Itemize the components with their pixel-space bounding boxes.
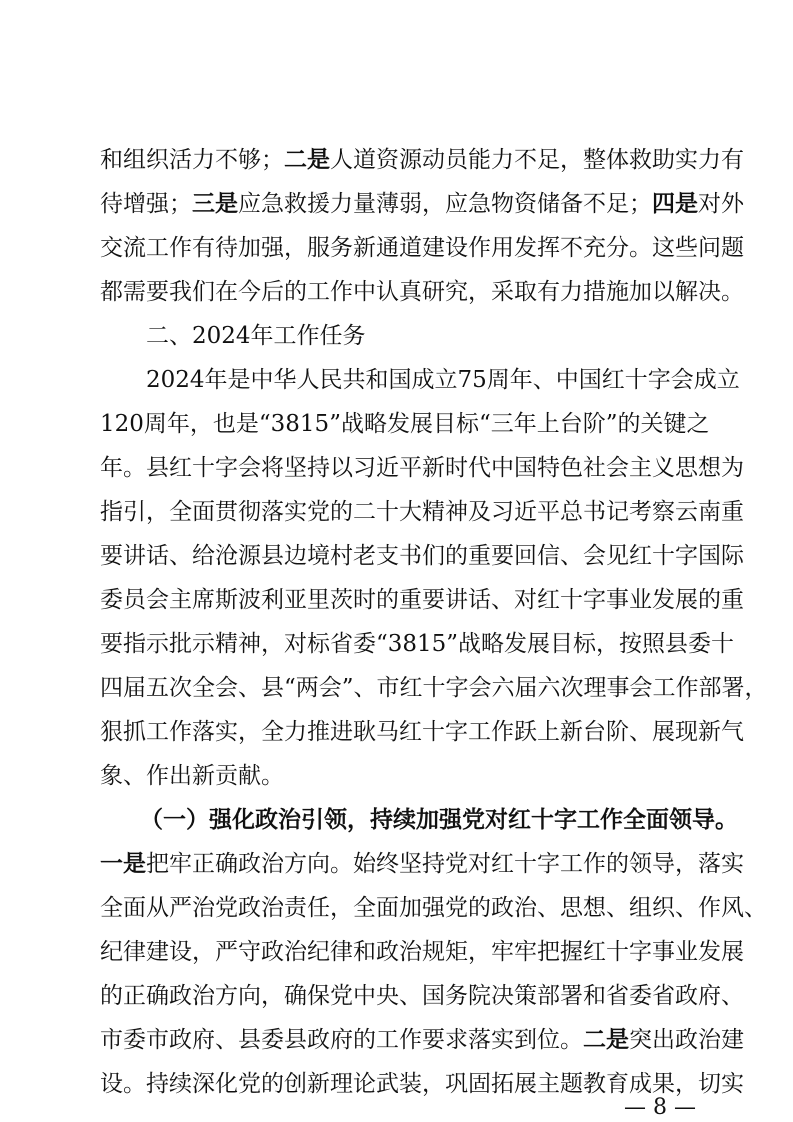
text-line (100, 228, 744, 268)
text-run: 120周年，也是“3815”战略发展目标“三年上台阶”的关键之 (100, 411, 710, 437)
bold-run: 四是 (652, 190, 698, 217)
text-run: 突出政治建 (629, 1027, 744, 1053)
bold-run: 二是 (583, 1026, 629, 1053)
text-run: 对外 (698, 191, 744, 217)
bold-run: 一是 (100, 850, 146, 877)
text-line (100, 404, 710, 444)
text-run: 设。持续深化党的创新理论武装，巩固拓展主题教育成果，切实 (100, 1071, 744, 1097)
text-run: 指引，全面贯彻落实党的二十大精神及习近平总书记考察云南重 (100, 499, 744, 525)
text-line (100, 624, 735, 664)
text-run: 纪律建设，严守政治纪律和政治规矩，牢牢把握红十字事业发展 (100, 939, 744, 965)
text-line (100, 184, 744, 224)
text-run: 和组织活力不够； (100, 147, 284, 173)
text-line (100, 140, 744, 180)
section-heading (146, 316, 696, 356)
text-run: 把牢正确政治方向。始终坚持党对红十字工作的领导，落实 (146, 851, 744, 877)
text-run: 市委市政府、县委县政府的工作要求落实到位。 (100, 1027, 583, 1053)
page-number: — 8 — (624, 1095, 696, 1120)
text-line (100, 844, 744, 884)
text-run: 交流工作有待加强，服务新通道建设作用发挥不充分。这些问题 (100, 235, 744, 261)
text-line (100, 712, 744, 752)
bold-run: 二是 (284, 146, 330, 173)
bold-run: （一）强化政治引领，持续加强党对红十字工作全面领导。 (140, 806, 738, 833)
text-run: 委员会主席斯波利亚里茨时的重要讲话、对红十字事业发展的重 (100, 587, 744, 613)
text-run: 全面从严治党政治责任，全面加强党的政治、思想、组织、作风、 (100, 895, 767, 921)
subsection-heading (140, 800, 738, 840)
text-line (100, 756, 696, 796)
text-run: 2024年是中华人民共和国成立75周年、中国红十字会成立 (146, 367, 740, 393)
text-line (100, 272, 744, 312)
text-line (146, 360, 740, 400)
text-run: 年。县红十字会将坚持以习近平新时代中国特色社会主义思想为 (100, 455, 744, 481)
text-line (100, 1020, 744, 1060)
text-run: 狠抓工作落实，全力推进耿马红十字工作跃上新台阶、展现新气 (100, 719, 744, 745)
text-line (100, 580, 744, 620)
text-run: 要讲话、给沧源县边境村老支书们的重要回信、会见红十字国际 (100, 543, 744, 569)
text-line (100, 932, 744, 972)
text-line (100, 448, 744, 488)
text-run: 应急救援力量薄弱，应急物资储备不足； (238, 191, 652, 217)
text-line (100, 668, 768, 708)
text-run: 的正确政治方向，确保党中央、国务院决策部署和省委省政府、 (100, 983, 744, 1009)
text-run: 象、作出新贡献。 (100, 763, 284, 789)
text-line (100, 492, 744, 532)
text-run: 要指示批示精神，对标省委“3815”战略发展目标，按照县委十 (100, 631, 735, 657)
text-run: 二、2024年工作任务 (146, 323, 366, 349)
text-line (100, 976, 744, 1016)
text-run: 人道资源动员能力不足，整体救助实力有 (330, 147, 744, 173)
text-line (100, 888, 767, 928)
text-line (100, 536, 744, 576)
text-run: 都需要我们在今后的工作中认真研究，采取有力措施加以解决。 (100, 279, 744, 305)
text-run: 四届五次全会、县“两会”、市红十字会六届六次理事会工作部署， (100, 675, 768, 701)
bold-run: 三是 (192, 190, 238, 217)
text-run: 待增强； (100, 191, 192, 217)
